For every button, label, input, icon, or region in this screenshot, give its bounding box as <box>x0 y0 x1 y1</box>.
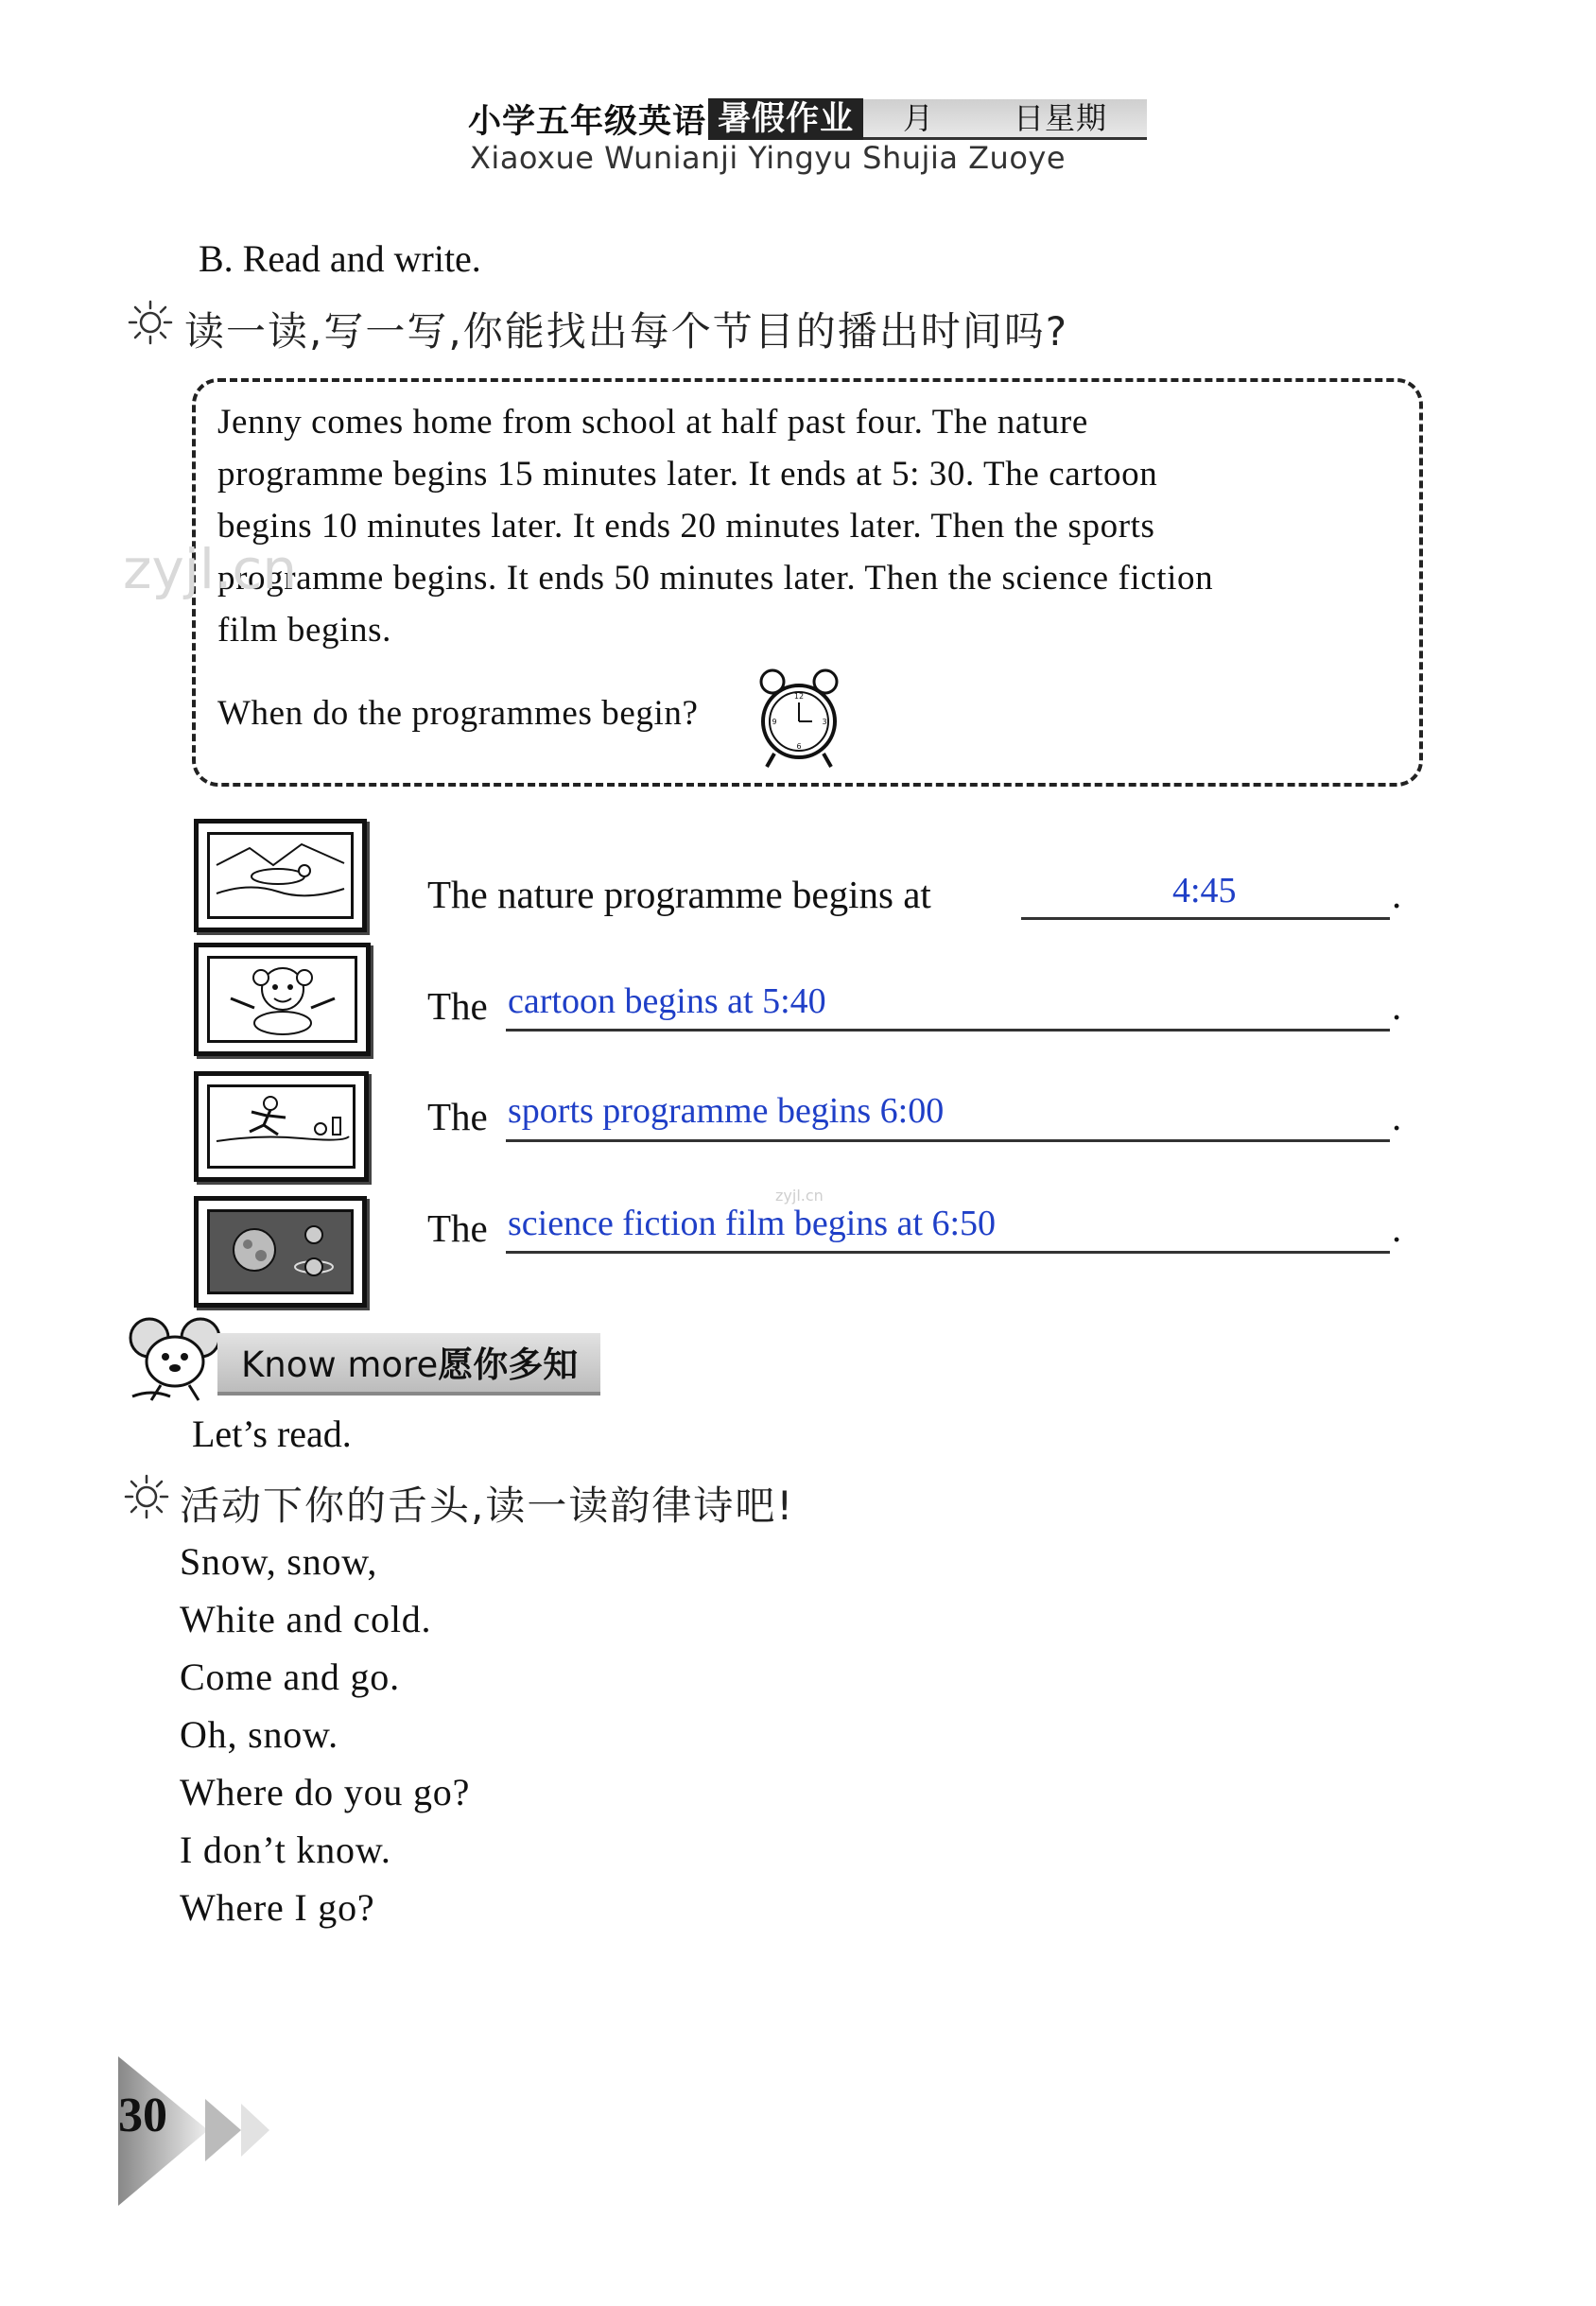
passage-line-1: Jenny comes home from school at half past four. The nature <box>217 403 1088 442</box>
section-b-title: B. Read and write. <box>199 237 481 280</box>
answer-2-line[interactable] <box>506 1029 1390 1032</box>
svg-text:12: 12 <box>793 692 805 701</box>
poem-line-4: Oh, snow. <box>180 1713 338 1756</box>
sun-icon <box>123 1473 170 1520</box>
know-more-title-en: Know more <box>241 1344 439 1385</box>
passage-line-5: film begins. <box>217 611 391 650</box>
answer-4-line[interactable] <box>506 1251 1390 1254</box>
know-more-instruction: 活动下你的舌头,读一读韵律诗吧! <box>180 1482 795 1529</box>
lets-read-title: Let’s read. <box>192 1413 352 1455</box>
answer-4-prefix: The <box>427 1206 488 1250</box>
answer-1-prefix: The nature programme begins at <box>427 873 931 916</box>
date-field <box>863 99 1147 140</box>
watermark-small: zyjl.cn <box>775 1187 824 1205</box>
book-title: 小学五年级英语 <box>468 103 707 140</box>
poem-line-2: White and cold. <box>180 1598 432 1640</box>
day-weekday-label: 日星期 <box>1014 100 1108 135</box>
answer-2-handwritten: cartoon begins at 5:40 <box>508 981 826 1021</box>
poem-line-7: Where I go? <box>180 1886 375 1929</box>
poem-line-6: I don’t know. <box>180 1829 391 1871</box>
poem-line-3: Come and go. <box>180 1656 400 1698</box>
passage-line-3: begins 10 minutes later. It ends 20 minutes later. Then the sports <box>217 507 1155 546</box>
svg-text:9: 9 <box>772 718 777 726</box>
answer-3-line[interactable] <box>506 1139 1390 1142</box>
page-number: 30 <box>118 2089 167 2142</box>
summer-homework-tag: 暑假作业 <box>708 98 863 140</box>
svg-text:3: 3 <box>822 718 827 726</box>
month-label: 月 <box>903 100 935 135</box>
section-b-instruction: 读一读,写一写,你能找出每个节目的播出时间吗? <box>184 308 1068 355</box>
answer-1-handwritten: 4:45 <box>1172 871 1237 910</box>
nature-picture <box>194 819 367 932</box>
header-title <box>468 96 1147 142</box>
cartoon-picture <box>194 943 371 1056</box>
passage-line-2: programme begins 15 minutes later. It ends at 5: 30. The cartoon <box>217 455 1158 494</box>
watermark: zyjl.cn <box>123 537 298 601</box>
answer-4-handwritten: science fiction film begins at 6:50 <box>508 1204 997 1243</box>
know-more-title-cn: 愿你多知 <box>438 1344 579 1385</box>
poem-line-5: Where do you go? <box>180 1771 471 1813</box>
sports-picture <box>194 1071 369 1182</box>
poem-line-1: Snow, snow, <box>180 1540 378 1583</box>
answer-3-handwritten: sports programme begins 6:00 <box>508 1091 945 1131</box>
answer-3-prefix: The <box>427 1095 488 1138</box>
passage-line-4: programme begins. It ends 50 minutes later. Then the science fiction <box>217 559 1214 598</box>
answer-2-prefix: The <box>427 984 488 1028</box>
passage-question: When do the programmes begin? <box>217 694 699 733</box>
svg-text:6: 6 <box>796 742 802 751</box>
mouse-mascot-icon <box>123 1309 227 1404</box>
alarm-clock-icon <box>752 667 846 771</box>
answer-2-period: . <box>1392 984 1402 1028</box>
answer-4-period: . <box>1392 1206 1402 1250</box>
answer-1-line[interactable] <box>1021 917 1390 920</box>
know-more-title <box>241 1336 578 1387</box>
sun-icon <box>127 299 174 346</box>
answer-1-period: . <box>1392 873 1402 916</box>
header-pinyin: Xiaoxue Wunianji Yingyu Shujia Zuoye <box>470 140 1067 176</box>
science-fiction-picture <box>194 1196 367 1308</box>
answer-3-period: . <box>1392 1095 1402 1138</box>
